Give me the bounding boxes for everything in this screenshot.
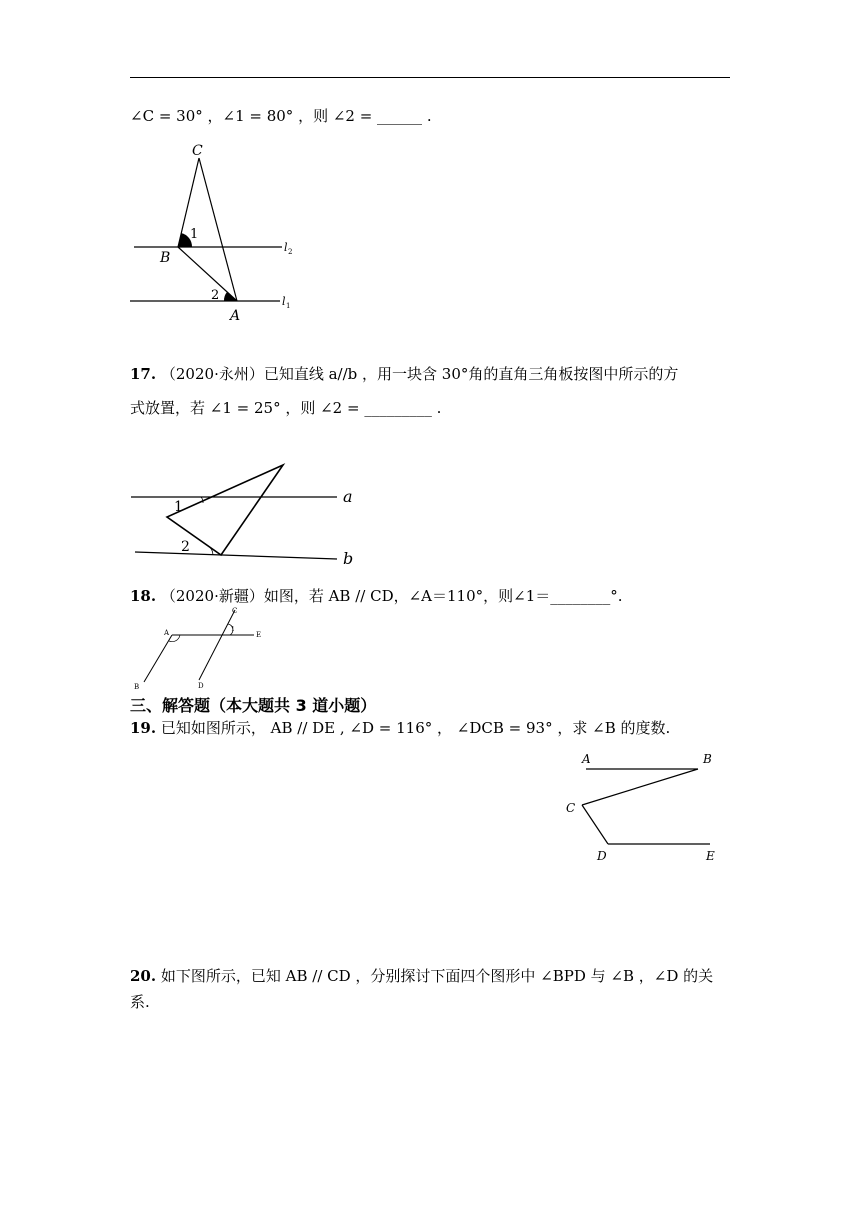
q20-text-1: 如下图所示，已知 AB // CD ，分别探讨下面四个图形中 ∠BPD 与 ∠B ，∠D 的关 bbox=[160, 967, 714, 985]
label-2: 2 bbox=[211, 288, 220, 303]
q17-text-1: （2020·永州）已知直线 a//b ，用一块含 30°角的直角三角板按图中所示的方 bbox=[160, 365, 679, 383]
label-l1: l bbox=[282, 295, 286, 308]
q19-number: 19. bbox=[130, 719, 157, 737]
q17-number: 17. bbox=[130, 365, 157, 383]
section-heading: 三、解答题（本大题共 3 道小题） bbox=[130, 696, 377, 715]
label-a: A bbox=[582, 752, 591, 766]
label-l2: l bbox=[284, 241, 288, 254]
label-c: C bbox=[566, 801, 576, 815]
q17-line2: 式放置，若 ∠1 = 25° ，则 ∠2 = _________ . bbox=[130, 399, 442, 417]
label-e: E bbox=[256, 631, 262, 639]
label-e: E bbox=[706, 849, 715, 863]
figure-16 bbox=[120, 140, 310, 325]
label-b: B bbox=[160, 250, 171, 266]
label-b: B bbox=[703, 752, 712, 766]
label-b: b bbox=[343, 549, 354, 568]
segment-ca bbox=[199, 158, 237, 301]
label-1: 1 bbox=[174, 499, 183, 515]
q19-line bbox=[130, 718, 670, 738]
label-1: 1 bbox=[231, 626, 235, 633]
line-b bbox=[135, 552, 337, 559]
segment-bc bbox=[582, 769, 698, 805]
figure-19 bbox=[560, 748, 730, 868]
q18-number: 18. bbox=[130, 587, 157, 605]
q17-line1 bbox=[130, 364, 678, 384]
q18-text: （2020·新疆）如图，若 AB // CD，∠A＝110°，则∠1＝________°. bbox=[160, 587, 623, 605]
q20-number: 20. bbox=[130, 967, 157, 985]
angle-a-arc bbox=[169, 635, 180, 642]
label-b: B bbox=[134, 683, 140, 691]
q20-line1 bbox=[130, 966, 713, 986]
label-2: 2 bbox=[181, 539, 190, 555]
label-1: 1 bbox=[190, 227, 199, 242]
segment-ba bbox=[178, 247, 237, 301]
q18-line bbox=[130, 586, 623, 606]
label-d: D bbox=[198, 682, 204, 690]
label-a: A bbox=[230, 308, 241, 324]
segment-cd bbox=[199, 610, 235, 680]
segment-ab bbox=[144, 635, 172, 682]
header-rule bbox=[130, 77, 730, 78]
label-l2-sub: 2 bbox=[288, 248, 293, 256]
label-c: C bbox=[192, 143, 203, 159]
label-a: A bbox=[164, 629, 170, 637]
q19-text: 已知如图所示， AB // DE , ∠D = 116° ， ∠DCB = 93° ，求 ∠B 的度数. bbox=[160, 719, 671, 737]
label-c: C bbox=[232, 607, 238, 615]
figure-17 bbox=[125, 455, 365, 570]
label-l1-sub: 1 bbox=[286, 302, 291, 310]
q20-line2: 系. bbox=[130, 993, 150, 1011]
figure-18 bbox=[128, 604, 268, 694]
label-a: a bbox=[343, 487, 353, 506]
q16-text: ∠C = 30° ，∠1 = 80° ，则 ∠2 = ______ . bbox=[130, 107, 432, 125]
label-d: D bbox=[597, 849, 607, 863]
segment-cd bbox=[582, 805, 608, 844]
